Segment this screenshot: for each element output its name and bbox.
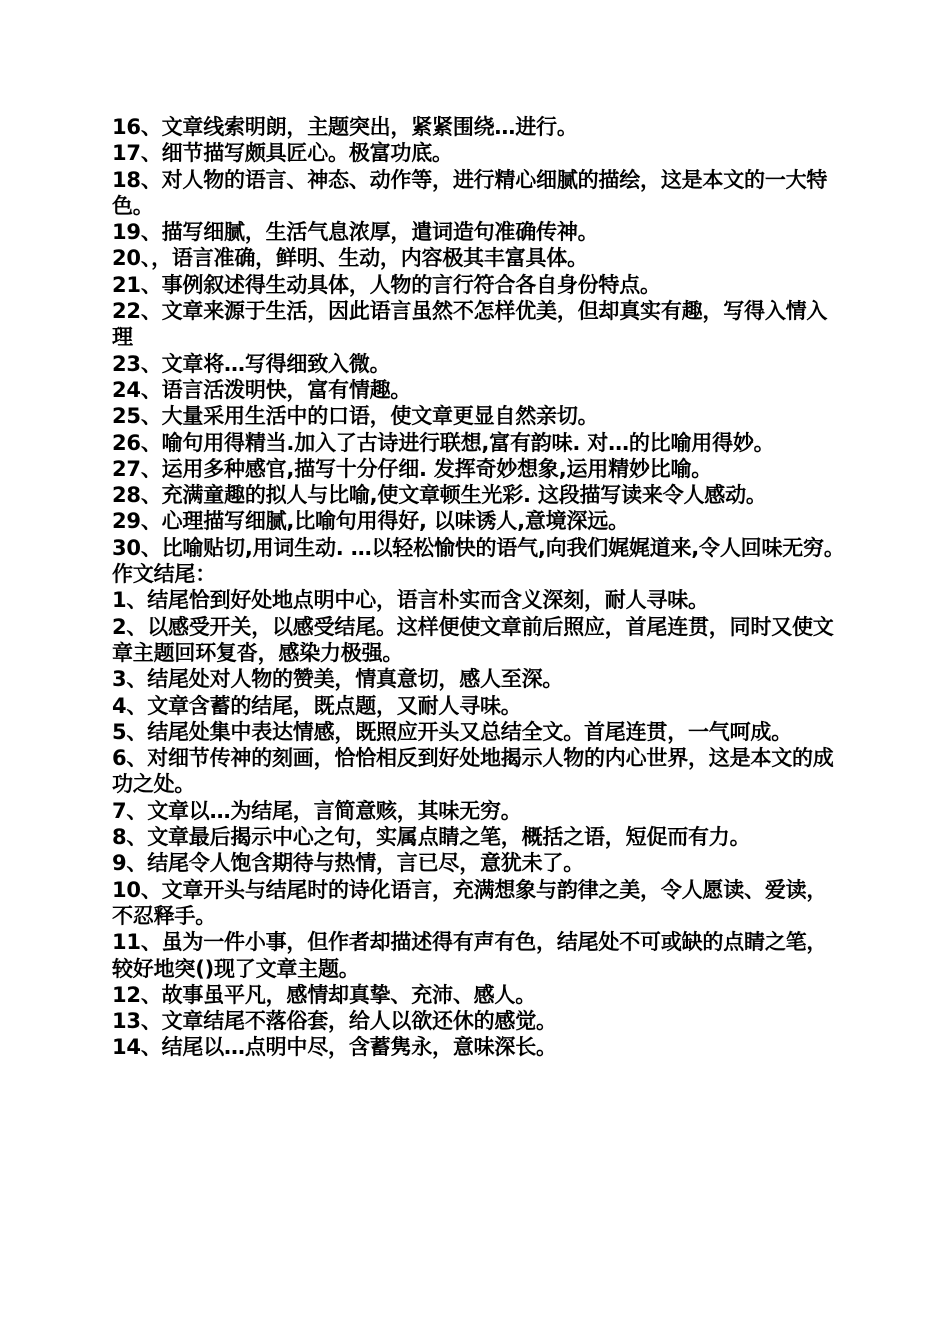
paragraph-16: 16、文章线索明朗，主题突出，紧紧围绕…进行。 <box>112 115 578 139</box>
ending-item-11: 11、虽为一件小事，但作者却描述得有声有色，结尾处不可或缺的点睛之笔，较好地突()现了文章主题。 <box>112 930 828 981</box>
ending-item-5: 5、结尾处集中表达情感，既照应开头又总结全文。首尾连贯，一气呵成。 <box>112 719 793 744</box>
ending-item-6: 6、对细节传神的刻画，恰恰相反到好处地揭示人物的内心世界，这是本文的成功之处。 <box>112 746 834 797</box>
paragraph-27: 27、运用多种感官,描写十分仔细. 发挥奇妙想象,运用精妙比喻。 <box>112 456 713 481</box>
ending-item-14: 14、结尾以…点明中尽，含蓄隽永，意味深长。 <box>112 1035 557 1060</box>
paragraph-21: 21、事例叙述得生动具体，人物的言行符合各自身份特点。 <box>112 272 661 297</box>
paragraph-23: 23、文章将…写得细致入微。 <box>112 351 391 376</box>
paragraph-22: 22、文章来源于生活，因此语言虽然不怎样优美，但却真实有趣，写得入情入理 <box>112 299 828 350</box>
ending-item-9: 9、结尾令人饱含期待与热情，言已尽，意犹未了。 <box>112 851 585 876</box>
ending-item-12: 12、故事虽平凡，感情却真挚、充沛、感人。 <box>112 982 537 1007</box>
paragraph-30: 30、比喻贴切,用词生动. …以轻松愉快的语气,向我们娓娓道来,令人回味无穷。 <box>112 535 845 560</box>
paragraph-25: 25、大量采用生活中的口语，使文章更显自然亲切。 <box>112 404 599 429</box>
ending-item-8: 8、文章最后揭示中心之句，实属点睛之笔，概括之语，短促而有力。 <box>112 825 751 850</box>
ending-item-3: 3、结尾处对人物的赞美，情真意切，感人至深。 <box>112 667 564 692</box>
ending-item-1: 1、结尾恰到好处地点明中心，语言朴实而含义深刻，耐人寻味。 <box>112 588 709 613</box>
ending-item-10: 10、文章开头与结尾时的诗化语言，充满想象与韵律之美，令人愿读、爱读，不忍释手。 <box>112 877 828 928</box>
document-page <box>112 114 847 1061</box>
ending-item-2: 2、以感受开关，以感受结尾。这样便使文章前后照应，首尾连贯，同时又使文章主题回环复沓，感染力极强。 <box>112 614 834 665</box>
paragraph-26: 26、喻句用得精当.加入了古诗进行联想,富有韵味. 对…的比喻用得妙。 <box>112 430 775 455</box>
ending-item-4: 4、文章含蓄的结尾，既点题，又耐人寻味。 <box>112 693 522 718</box>
section-heading: 作文结尾： <box>112 562 216 587</box>
paragraph-20: 20、，语言准确，鲜明、生动，内容极其丰富具体。 <box>112 246 588 271</box>
paragraph-28: 28、充满童趣的拟人与比喻,使文章顿生光彩. 这段描写读来令人感动。 <box>112 483 767 508</box>
paragraph-29: 29、心理描写细腻,比喻句用得好, 以味诱人,意境深远。 <box>112 509 629 534</box>
ending-item-13: 13、文章结尾不落俗套，给人以欲还休的感觉。 <box>112 1009 557 1034</box>
ending-item-7: 7、文章以…为结尾，言简意赅，其味无穷。 <box>112 798 522 823</box>
paragraph-24: 24、语言活泼明快，富有情趣。 <box>112 377 412 402</box>
paragraph-19: 19、描写细腻，生活气息浓厚，遣词造句准确传神。 <box>112 220 599 245</box>
paragraph-18: 18、对人物的语言、神态、动作等，进行精心细腻的描绘，这是本文的一大特色。 <box>112 167 828 218</box>
paragraph-17: 17、细节描写颇具匠心。极富功底。 <box>112 141 453 166</box>
